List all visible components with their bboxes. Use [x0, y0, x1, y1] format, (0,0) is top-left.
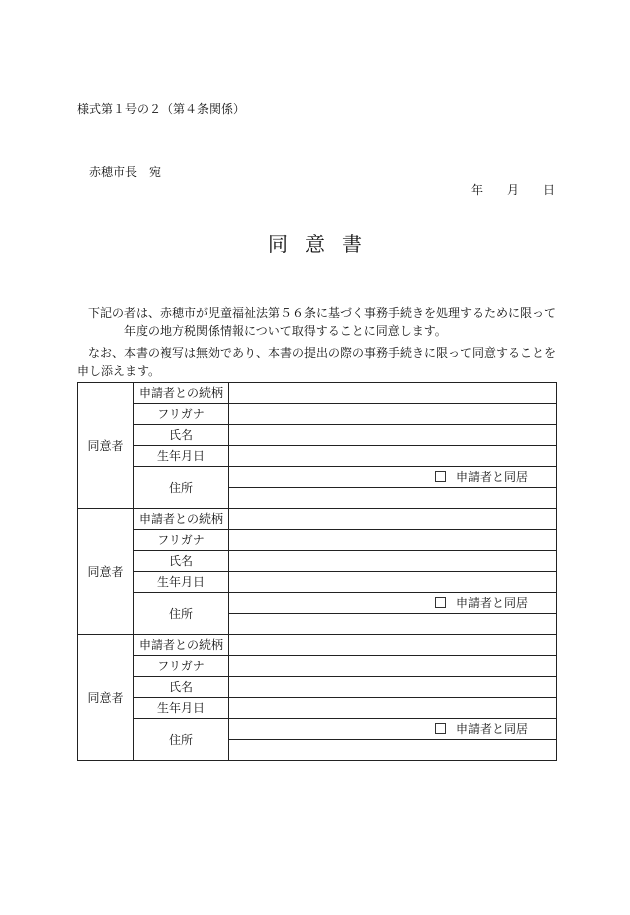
birthdate-field[interactable]: [229, 698, 557, 719]
cohabitation-label: 申請者と同居: [455, 470, 528, 484]
furigana-field[interactable]: [229, 530, 557, 551]
name-label: 氏名: [134, 677, 229, 698]
document-title: 同意書: [268, 232, 379, 256]
relation-label: 申請者との続柄: [134, 383, 229, 404]
furigana-label: フリガナ: [134, 530, 229, 551]
relation-label: 申請者との続柄: [134, 509, 229, 530]
name-field[interactable]: [229, 677, 557, 698]
date-day-label: 日: [542, 183, 555, 197]
name-field[interactable]: [229, 425, 557, 446]
cohabitation-cell: [229, 719, 557, 740]
furigana-field[interactable]: [229, 656, 557, 677]
address-label: 住所: [134, 593, 229, 635]
name-field[interactable]: [229, 551, 557, 572]
consent-text-line-3: なお、本書の複写は無効であり、本書の提出の際の事務手続きに限って同意することを: [88, 346, 557, 360]
cohabitation-label: 申請者と同居: [455, 596, 528, 610]
date-year-label: 年: [470, 183, 483, 197]
address-field[interactable]: [229, 614, 557, 635]
person-label: 同意者: [78, 635, 134, 761]
birthdate-label: 生年月日: [134, 698, 229, 719]
person-label: 同意者: [78, 383, 134, 509]
date-line: [471, 181, 555, 198]
relation-label: 申請者との続柄: [134, 635, 229, 656]
furigana-field[interactable]: [229, 404, 557, 425]
person-label: 同意者: [78, 509, 134, 635]
consent-text-line-2: 年度の地方税関係情報について取得することに同意します。: [124, 324, 447, 338]
cohabitation-cell: [229, 593, 557, 614]
name-label: 氏名: [134, 551, 229, 572]
checkbox-icon[interactable]: [435, 723, 446, 734]
consent-table: [77, 382, 557, 761]
address-label: 住所: [134, 719, 229, 761]
address-field[interactable]: [229, 488, 557, 509]
furigana-label: フリガナ: [134, 656, 229, 677]
cohabitation-option[interactable]: [435, 596, 528, 610]
addressee: 赤穂市長 宛: [89, 165, 162, 179]
checkbox-icon[interactable]: [435, 471, 446, 482]
cohabitation-option[interactable]: [435, 470, 528, 484]
date-month-label: 月: [506, 183, 519, 197]
birthdate-field[interactable]: [229, 446, 557, 467]
form-number: 様式第１号の２（第４条関係）: [77, 102, 246, 116]
birthdate-label: 生年月日: [134, 572, 229, 593]
relation-field[interactable]: [229, 383, 557, 404]
consent-text-line-4: 申し添えます。: [77, 364, 161, 378]
address-field[interactable]: [229, 740, 557, 761]
cohabitation-option[interactable]: [435, 722, 528, 736]
consent-text-line-1: 下記の者は、赤穂市が児童福祉法第５６条に基づく事務手続きを処理するために限って: [88, 306, 557, 320]
relation-field[interactable]: [229, 509, 557, 530]
cohabitation-label: 申請者と同居: [455, 722, 528, 736]
relation-field[interactable]: [229, 635, 557, 656]
checkbox-icon[interactable]: [435, 597, 446, 608]
address-label: 住所: [134, 467, 229, 509]
furigana-label: フリガナ: [134, 404, 229, 425]
name-label: 氏名: [134, 425, 229, 446]
birthdate-field[interactable]: [229, 572, 557, 593]
birthdate-label: 生年月日: [134, 446, 229, 467]
cohabitation-cell: [229, 467, 557, 488]
